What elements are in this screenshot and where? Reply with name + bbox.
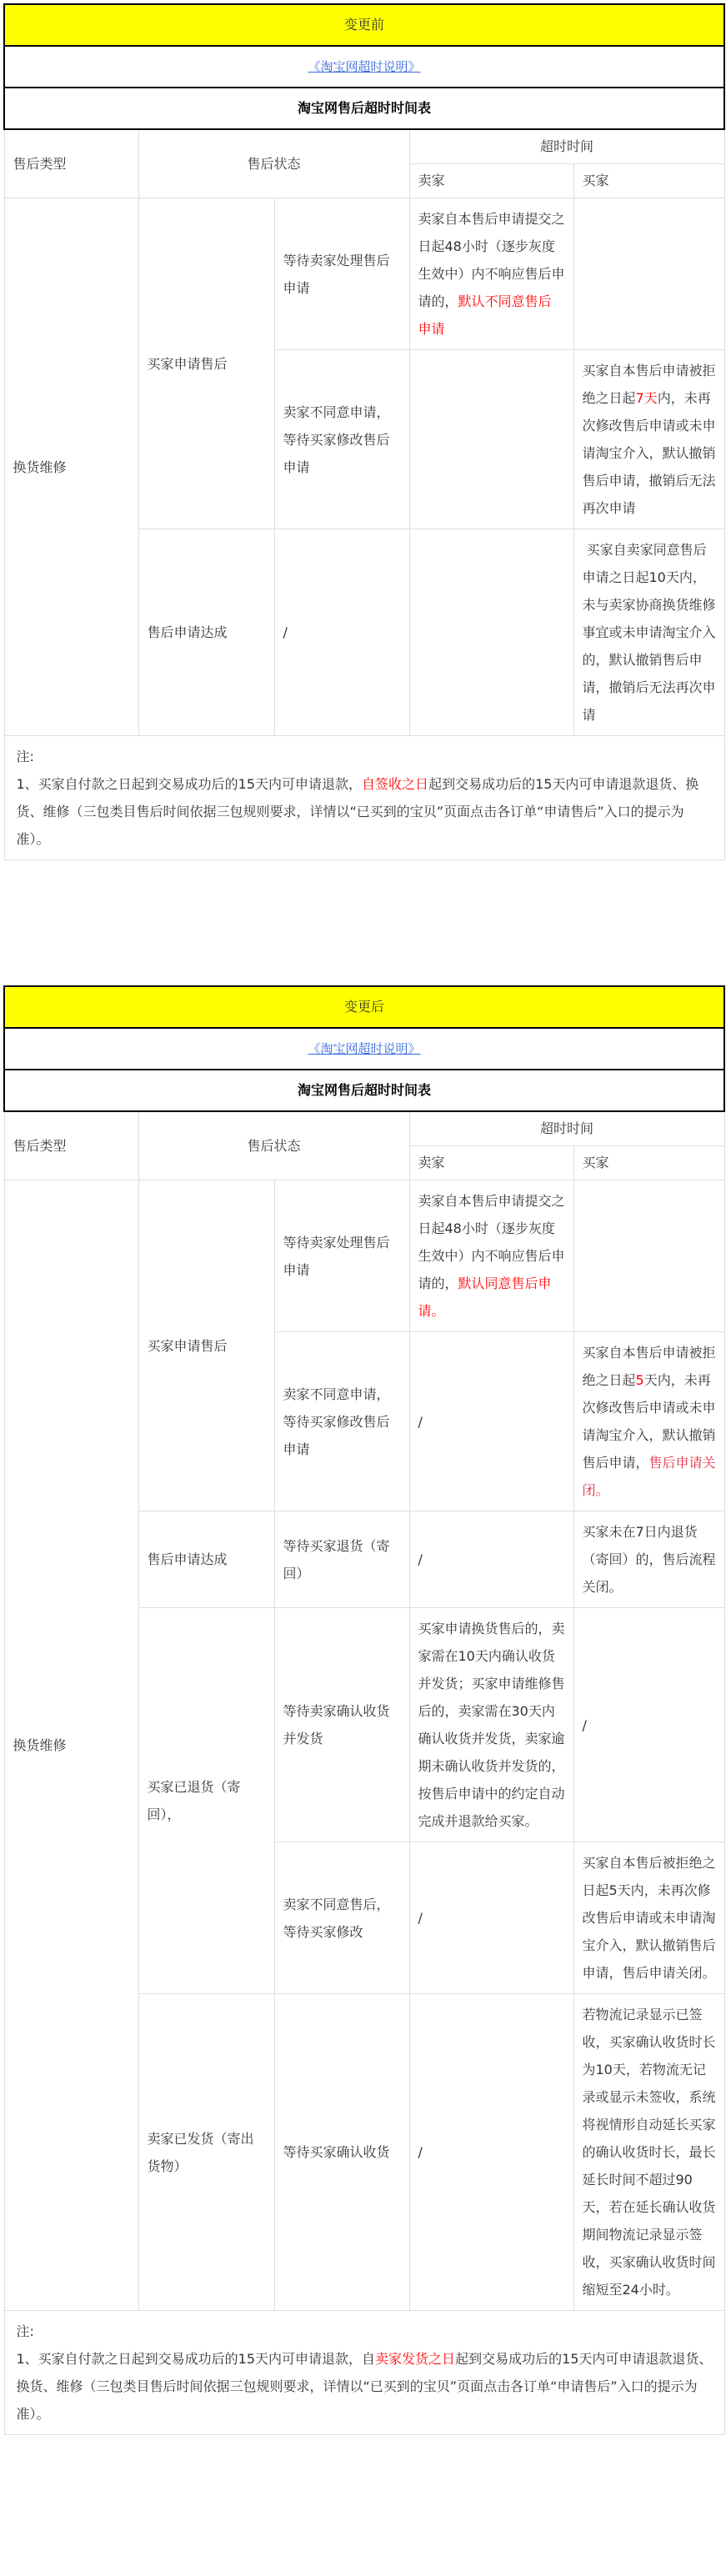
title-row (4, 88, 724, 129)
note-label: 注: (16, 749, 34, 764)
seller-cell (409, 350, 573, 529)
buyer-cell: 买家自本售后申请被拒绝之日起5天内，未再次修改售后申请或未申请淘宝介入，默认撤销售后申请，售后申请关闭。 (573, 1332, 724, 1511)
group-cell: 买家申请售后 (138, 198, 274, 529)
timeout-table (3, 985, 725, 2435)
highlight-text: 5 (635, 1372, 644, 1388)
buyer-cell: 若物流记录显示已签收，买家确认收货时长为10天，若物流无记录或显示未签收，系统将视情形自动延长买家的确认收货时长，最长延长时间不超过90天，若在延长确认收货期间物流记录显示签收，买家确认收货时间缩短至24小时。 (573, 1994, 724, 2311)
buyer-cell: / (573, 1608, 724, 1842)
banner-before: 变更前 (4, 4, 724, 46)
header-buyer: 买家 (573, 1146, 724, 1180)
status-cell: 等待买家确认收货 (274, 1994, 409, 2311)
timeout-table-before (3, 3, 723, 860)
seller-cell: / (409, 1842, 573, 1994)
seller-cell: 卖家自本售后申请提交之日起48小时（逐步灰度生效中）内不响应售后申请的，默认同意售后申请。 (409, 1180, 573, 1332)
timeout-table (3, 3, 725, 860)
seller-cell: / (409, 1332, 573, 1511)
seller-cell (409, 529, 573, 736)
banner-row (4, 4, 724, 46)
table-title: 淘宝网售后超时时间表 (4, 1070, 724, 1111)
status-cell: / (274, 529, 409, 736)
highlight-text: 7天 (635, 390, 658, 406)
timeout-table-after (3, 985, 723, 2435)
header-seller: 卖家 (409, 164, 573, 198)
group-cell: 买家申请售后 (138, 1180, 274, 1511)
header-type: 售后类型 (4, 129, 138, 198)
highlight-text: 售后申请关闭。 (582, 1455, 716, 1498)
group-cell: 买家已退货（寄回）， (138, 1608, 274, 1994)
banner-after: 变更后 (4, 986, 724, 1028)
header-timeout: 超时时间 (409, 1111, 724, 1146)
status-cell: 等待卖家处理售后申请 (274, 198, 409, 350)
link-row (4, 1028, 724, 1070)
highlight-text: 自签收之日 (362, 776, 429, 792)
note-text: 1、买家自付款之日起到交易成功后的15天内可申请退款，自签收之日起到交易成功后的15天内可申请退款退货、换货、维修（三包类目售后时间依据三包规则要求，详情以“已买到的宝贝”页面点击各订单“申请售后”入口的提示为准）。 (16, 776, 699, 847)
group-cell: 售后申请达成 (138, 529, 274, 736)
group-cell: 售后申请达成 (138, 1511, 274, 1608)
status-cell: 卖家不同意售后，等待买家修改 (274, 1842, 409, 1994)
header-type: 售后类型 (4, 1111, 138, 1180)
header-status: 售后状态 (138, 1111, 409, 1180)
header-timeout: 超时时间 (409, 129, 724, 164)
seller-cell: / (409, 1994, 573, 2311)
table-row (4, 1180, 724, 1332)
seller-cell: / (409, 1511, 573, 1608)
buyer-cell (573, 1180, 724, 1332)
buyer-cell: 买家自卖家同意售后申请之日起10天内，未与卖家协商换货维修事宜或未申请淘宝介入的，默认撤销售后申请，撤销后无法再次申请 (573, 529, 724, 736)
note-row (4, 736, 724, 860)
status-cell: 等待卖家确认收货并发货 (274, 1608, 409, 1842)
buyer-cell: 买家未在7日内退货（寄回）的，售后流程关闭。 (573, 1511, 724, 1608)
header-seller: 卖家 (409, 1146, 573, 1180)
banner-row (4, 986, 724, 1028)
header-status: 售后状态 (138, 129, 409, 198)
group-cell: 卖家已发货（寄出货物） (138, 1994, 274, 2311)
buyer-cell: 买家自本售后被拒绝之日起5天内，未再次修改售后申请或未申请淘宝介入，默认撤销售后申请，售后申请关闭。 (573, 1842, 724, 1994)
type-cell: 换货维修 (4, 198, 138, 736)
status-cell: 等待买家退货（寄回） (274, 1511, 409, 1608)
header-buyer: 买家 (573, 164, 724, 198)
header-row (4, 129, 724, 164)
highlight-text: 默认同意售后申请。 (418, 1275, 552, 1319)
status-cell: 卖家不同意申请，等待买家修改售后申请 (274, 1332, 409, 1511)
buyer-cell (573, 198, 724, 350)
note-cell (4, 736, 724, 860)
timeout-explanation-link[interactable]: 《淘宝网超时说明》 (308, 1041, 421, 1056)
timeout-explanation-link[interactable]: 《淘宝网超时说明》 (308, 59, 421, 74)
status-cell: 等待卖家处理售后申请 (274, 1180, 409, 1332)
note-label: 注: (16, 2323, 34, 2339)
table-row (4, 198, 724, 350)
note-text: 1、买家自付款之日起到交易成功后的15天内可申请退款，自卖家发货之日起到交易成功后的15天内可申请退款退货、换货、维修（三包类目售后时间依据三包规则要求，详情以“已买到的宝贝”页面点击各订单“申请售后”入口的提示为准）。 (16, 2351, 713, 2422)
status-cell: 卖家不同意申请，等待买家修改售后申请 (274, 350, 409, 529)
buyer-cell: 买家自本售后申请被拒绝之日起7天内，未再次修改售后申请或未申请淘宝介入，默认撤销售后申请，撤销后无法再次申请 (573, 350, 724, 529)
highlight-text: 默认不同意售后申请 (418, 293, 552, 337)
highlight-text: 卖家发货之日 (375, 2351, 456, 2367)
type-cell: 换货维修 (4, 1180, 138, 2311)
title-row (4, 1070, 724, 1111)
seller-cell: 买家申请换货售后的，卖家需在10天内确认收货并发货；买家申请维修售后的，卖家需在30天内确认收货并发货，卖家逾期未确认收货并发货的，按售后申请中的约定自动完成并退款给买家。 (409, 1608, 573, 1842)
seller-cell: 卖家自本售后申请提交之日起48小时（逐步灰度生效中）内不响应售后申请的，默认不同意售后申请 (409, 198, 573, 350)
link-row (4, 46, 724, 88)
header-row (4, 1111, 724, 1146)
table-title: 淘宝网售后超时时间表 (4, 88, 724, 129)
note-cell (4, 2311, 724, 2435)
note-row (4, 2311, 724, 2435)
